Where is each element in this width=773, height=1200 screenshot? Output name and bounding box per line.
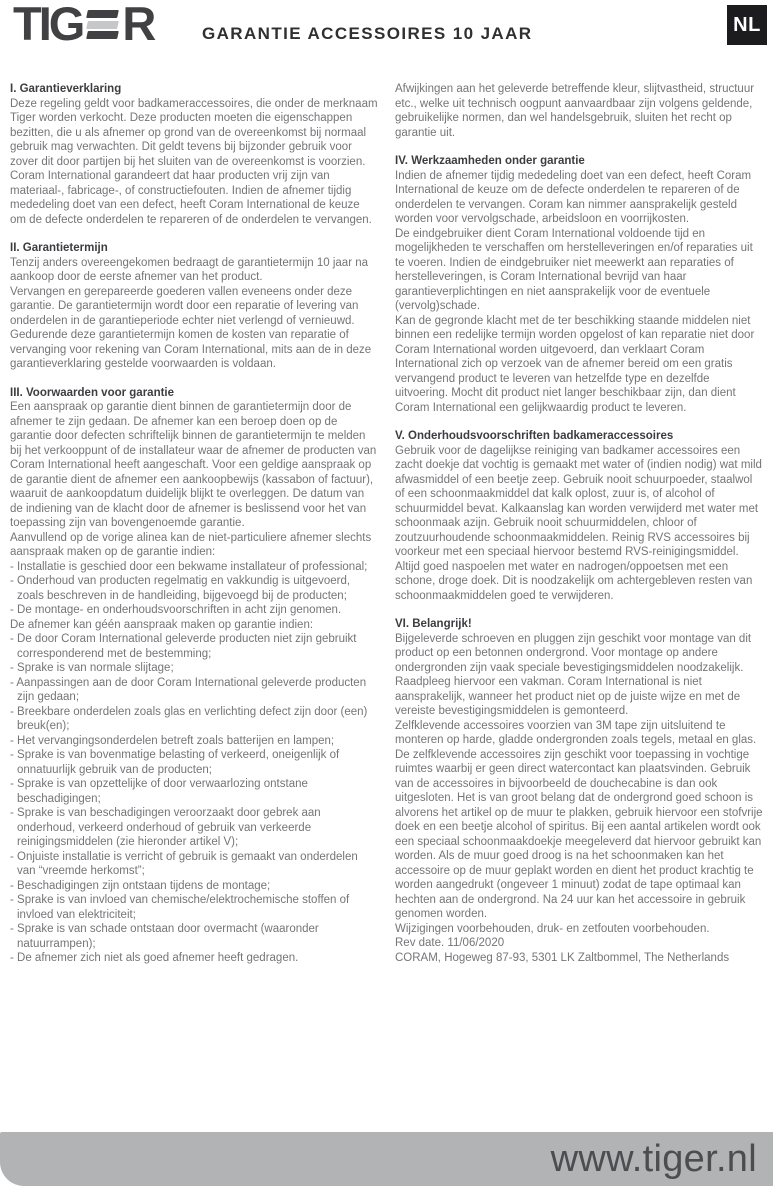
section-garantieverklaring <box>10 82 378 227</box>
section-heading: I. Garantieverklaring <box>10 83 122 95</box>
logo-e-bars-icon <box>87 10 118 39</box>
section-onderhoudsvoorschriften <box>395 429 763 603</box>
website-url: www.tiger.nl <box>550 1138 757 1180</box>
paragraph: Zelfklevende accessoires voorzien van 3M tape zijn uitsluitend te monteren op harde, gladde ondergronden zoals tegels, metaal en glas. De zelfklevende accessoires zijn geschikt voor toepassing in vochtige ruimtes waarbij er geen direct watercontact kan plaatsvinden. Gebruik van de accessoires in bijvoorbeeld de douchecabine is dan ook uitgesloten. Het is van groot belang dat de ondergrond goed schoon is alvorens het artikel op de muur te plakken, gebruik hiervoor een stofvrije doek en een beetje alcohol of spiritus. Bij een aantal artikelen wordt ook een speciaal schoonmaakdoekje meegeleverd dat hiervoor gebruikt kan worden. Als de muur goed droog is na het schoonmaken kan het accessoire op de muur geplakt worden en dient het product krachtig te worden aangedrukt (ongeveer 1 minuut) zodat de tape optimaal kan hechten aan de ondergrond. Na 24 uur kan het accessoire in gebruik genomen worden. <box>395 719 763 920</box>
left-column <box>10 82 378 966</box>
logo-e-bar-middle <box>86 21 119 29</box>
list-item: - Aanpassingen aan de door Coram International geleverde producten zijn gedaan; <box>10 676 378 705</box>
paragraph: Indien de afnemer tijdig mededeling doet van een defect, heeft Coram International de keuze om de defecte onderdelen te repareren of de onderdelen te vervangen. Coram kan nimmer aansprakelijk gesteld worden voor vervolgschade, arbeidsloon en voorrijkosten. <box>395 169 752 225</box>
document-title: GARANTIE ACCESSOIRES 10 JAAR <box>202 24 533 43</box>
list-item: - Sprake is van invloed van chemische/elektrochemische stoffen of invloed van elektriciteit; <box>10 893 378 922</box>
section-heading: V. Onderhoudsvoorschriften badkameraccessoires <box>395 430 674 442</box>
list-item: - Beschadigingen zijn ontstaan tijdens de montage; <box>10 879 378 894</box>
logo-e-bar-top <box>86 10 119 18</box>
list-item: - Onjuiste installatie is verricht of gebruik is gemaakt van onderdelen van “vreemde herkomst”; <box>10 850 378 879</box>
section-belangrijk <box>395 617 763 951</box>
bullet-list-conditions <box>10 560 378 618</box>
list-item: - Onderhoud van producten regelmatig en vakkundig is uitgevoerd, zoals beschreven in de handleiding, bijgevoegd bij de producten; <box>10 574 378 603</box>
revision-date: Rev date. 11/06/2020 <box>395 937 505 949</box>
right-column <box>395 82 763 966</box>
paragraph: Afwijkingen aan het geleverde betreffende kleur, slijtvastheid, structuur etc., welke uit technisch oogpunt aanvaardbaar zijn volgens geldende, gebruikelijke normen, dan wel handelsgebruik, sluiten het recht op garantie uit. <box>395 83 755 139</box>
paragraph: Gedurende deze garantietermijn komen de kosten van reparatie of vervanging voor rekening van Coram International, mits aan de in deze garantieverklaring gestelde voorwaarden is voldaan. <box>10 329 372 370</box>
paragraph: Bijgeleverde schroeven en pluggen zijn geschikt voor montage van dit product op een betonnen ondergrond. Voor montage op andere ondergronden zijn vaak speciale bevestigingsmiddelen noodzakelijk. Raadpleeg hiervoor een vakman. Coram International is niet aansprakelijk, wanneer het product niet op de juiste wijze en met de vereiste bevestigingsmiddelen is gemonteerd. <box>395 632 752 717</box>
section-heading: VI. Belangrijk! <box>395 618 472 630</box>
logo-e-bar-bottom <box>86 31 119 39</box>
list-item: - Sprake is van schade ontstaan door overmacht (waaronder natuurrampen); <box>10 922 378 951</box>
footer-bar <box>0 1132 773 1186</box>
list-item: - Het vervangingsonderdelen betreft zoals batterijen en lampen; <box>10 734 378 749</box>
paragraph: Vervangen en gerepareerde goederen vallen eveneens onder deze garantie. De garantietermijn wordt door een reparatie of levering van onderdelen in de garantieperiode echter niet verlengd of vernieuwd. <box>10 285 359 327</box>
language-badge: NL <box>727 5 767 45</box>
paragraph: Een aanspraak op garantie dient binnen de garantietermijn door de afnemer te zijn gedaan. De afnemer kan een beroep doen op de garantie door defecten schriftelijk binnen de garantietermijn te melden bij het verkooppunt of de installateur waar de afnemer de producten van Coram International heeft aangeschaft. Voor een geldige aanspraak op de garantie dient de afnemer een aankoopbewijs (kassabon of factuur), waaruit de aankoopdatum duidelijk blijkt te overleggen. De datum van de indiening van de klacht door de afnemer is beslissend voor het van toepassing zijn van bovengenoemde garantie. <box>10 401 377 529</box>
bullet-list-exclusions <box>10 632 378 966</box>
list-item: - Installatie is geschied door een bekwame installateur of professional; <box>10 560 378 575</box>
document-body <box>10 82 764 966</box>
list-item: - Sprake is van opzettelijke of door verwaarlozing ontstane beschadigingen; <box>10 777 378 806</box>
section-voorwaarden <box>10 386 378 966</box>
paragraph: Deze regeling geldt voor badkameraccessoires, die onder de merknaam Tiger worden verkocht. Deze producten moeten die eigenschappen bezitten, die u als afnemer op grond van de overeenkomst bij normaal gebruik mag verwachten. Dit geldt tevens bij bijzonder gebruik voor zover dit door partijen bij het sluiten van de overeenkomst is voorzien. Coram International garandeert dat haar producten vrij zijn van materiaal-, fabricage-, of constructiefouten. Indien de afnemer tijdig mededeling doet van een defect, heeft Coram International de keuze om de defecte onderdelen te repareren of de onderdelen te vervangen. <box>10 97 378 226</box>
section-garantietermijn <box>10 241 378 372</box>
list-item: - De door Coram International geleverde producten niet zijn gebruikt corresponderend met de bestemming; <box>10 632 378 661</box>
list-item: - Sprake is van normale slijtage; <box>10 661 378 676</box>
section-heading: II. Garantietermijn <box>10 242 108 254</box>
list-intro: De afnemer kan géén aanspraak maken op garantie indien: <box>10 618 314 631</box>
paragraph: Gebruik voor de dagelijkse reiniging van badkamer accessoires een zacht doekje dat vochtig is gemaakt met water of (indien nodig) wat mild afwasmiddel of een beetje zeep. Gebruik nooit schuurpoeder, staalwol of een schoonmaakmiddel dat kalk oplost, zuur is, of alcohol of schuurmiddel bevat. Kalkaanslag kan worden verwijderd met water met schoonmaak azijn. Gebruik nooit schuurmiddelen, chloor of zoutzuurhoudende schoonmaakmiddelen. Reinig RVS accessoires bij voorkeur met een speciaal hiervoor bestemd RVS-reinigingsmiddel. Altijd goed naspoelen met water en nadrogen/oppoetsen met een schone, droge doek. Dit is noodzakelijk om achtergebleven resten van schoonmaakmiddelen goed te verwijderen. <box>395 444 762 602</box>
paragraph: Kan de gegronde klacht met de ter beschikking staande middelen niet binnen een redelijke termijn worden opgelost of kan reparatie niet door Coram International worden uitgevoerd, dan verklaart Coram International zich op verzoek van de afnemer bereid om een gratis vervangend product te leveren van hetzelfde type en dezelfde uitvoering. Mocht dit product niet langer beschikbaar zijn, dan dient Coram International een gelijkwaardig product te leveren. <box>395 314 755 414</box>
list-item: - De montage- en onderhoudsvoorschriften in acht zijn genomen. <box>10 603 378 618</box>
logo-letters-right: R <box>122 0 154 50</box>
disclaimer-text: Wijzigingen voorbehouden, druk- en zetfouten voorbehouden. <box>395 922 710 935</box>
list-intro: Aanvullend op de vorige alinea kan de niet-particuliere afnemer slechts aanspraak maken op de garantie indien: <box>10 531 372 558</box>
paragraph: Tenzij anders overeengekomen bedraagt de garantietermijn 10 jaar na aankoop door de eerste afnemer van het product. <box>10 256 369 283</box>
section-heading: IV. Werkzaamheden onder garantie <box>395 155 585 167</box>
section-afwijkingen <box>395 82 763 140</box>
list-item: - Sprake is van beschadigingen veroorzaakt door gebrek aan onderhoud, verkeerd onderhoud of gebruik van verkeerde reinigingsmiddelen (zie hieronder artikel V); <box>10 806 378 850</box>
list-item: - Sprake is van bovenmatige belasting of verkeerd, oneigenlijk of onnatuurlijk gebruik van de producten; <box>10 748 378 777</box>
company-address: CORAM, Hogeweg 87-93, 5301 LK Zaltbommel, The Netherlands <box>395 951 730 964</box>
paragraph: De eindgebruiker dient Coram International voldoende tijd en mogelijkheden te verschaffen om herstelleveringen en/of reparaties uit te voeren. Indien de eindgebruiker niet meewerkt aan reparaties of herstelleveringen, is Coram International bevrijd van haar garantieverplichtingen en niet aansprakelijk voor de eventuele (vervolg)schade. <box>395 227 753 312</box>
logo-letters-left: TIG <box>13 0 83 50</box>
list-item: - De afnemer zich niet als goed afnemer heeft gedragen. <box>10 951 378 966</box>
section-heading: III. Voorwaarden voor garantie <box>10 386 175 399</box>
list-item: - Breekbare onderdelen zoals glas en verlichting defect zijn door (een) breuk(en); <box>10 705 378 734</box>
section-werkzaamheden <box>395 154 763 415</box>
tiger-logo <box>13 0 154 50</box>
